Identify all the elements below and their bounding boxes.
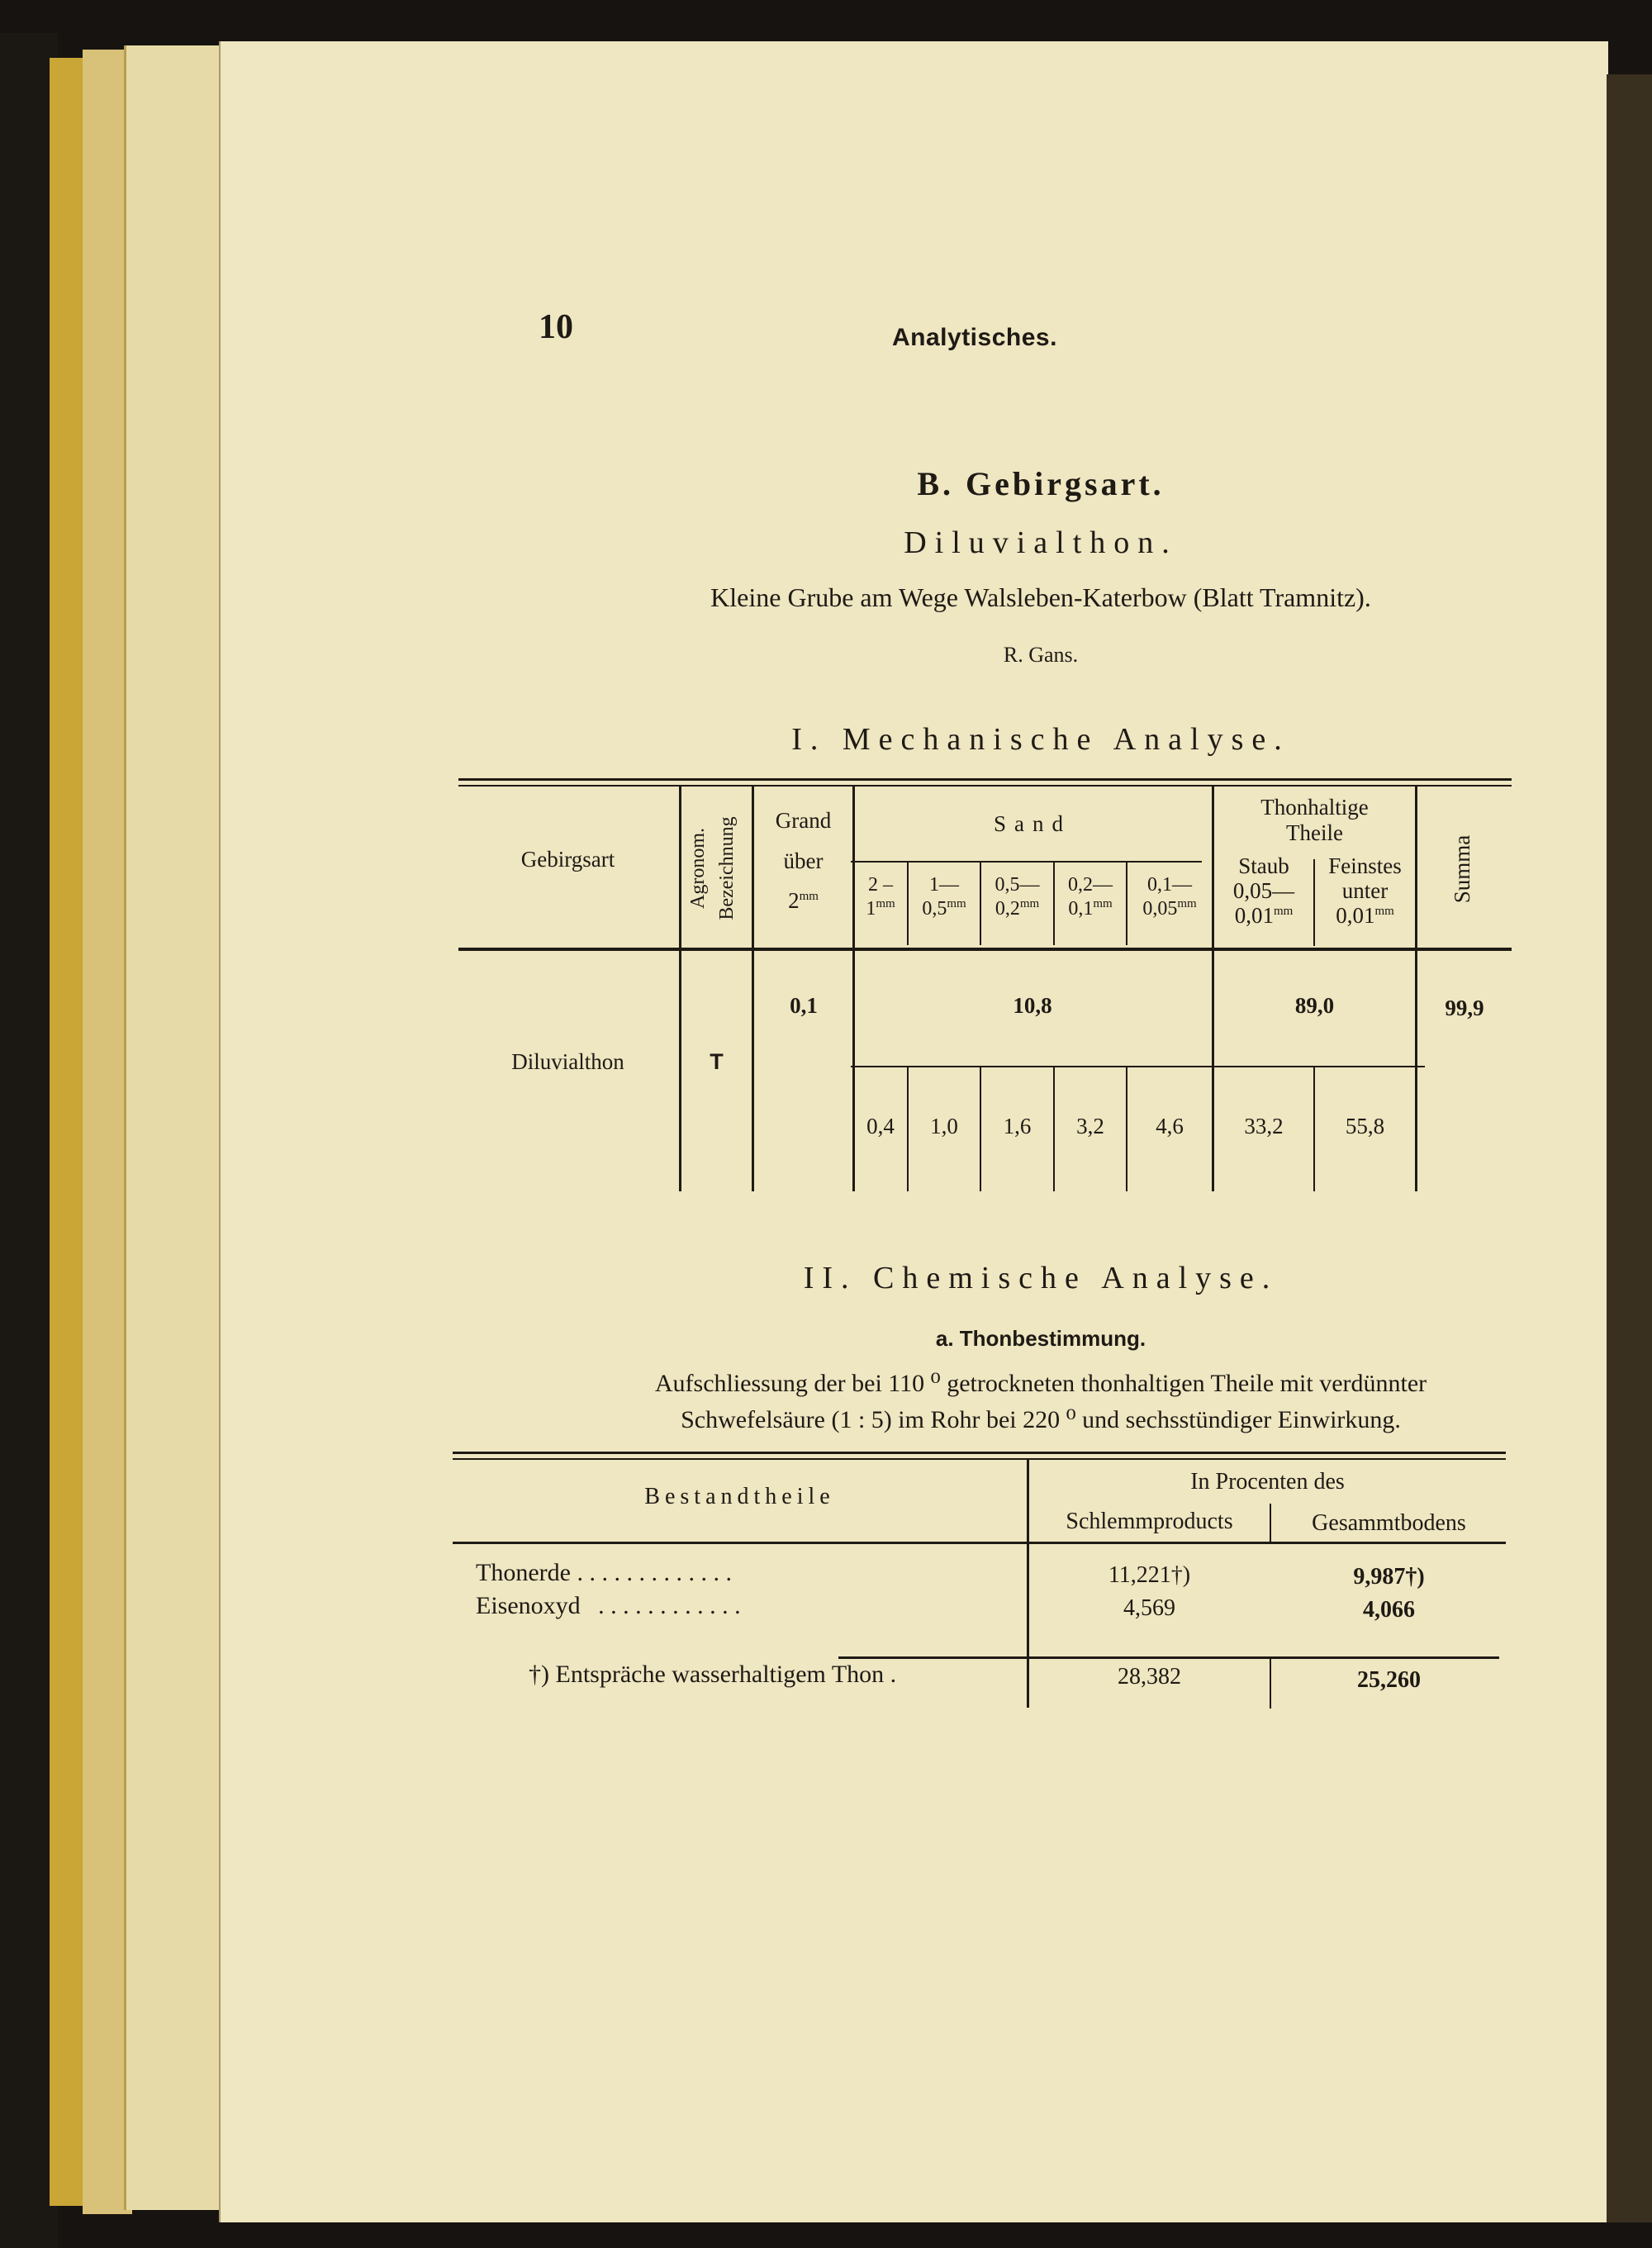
- row-label: Thonerde: [476, 1559, 571, 1586]
- row-name: Diluvialthon: [511, 1049, 624, 1074]
- header-bottom-rule: [458, 948, 1512, 951]
- row-sand-value: 4,6: [1156, 1114, 1184, 1138]
- rock-type-title: Diluvialthon.: [904, 525, 1178, 560]
- row-value-schlemm: 4,569: [1123, 1595, 1175, 1621]
- header-in-procenten: In Procenten des: [1190, 1469, 1345, 1495]
- row-summa: 99,9: [1445, 996, 1484, 1020]
- row-value-schlemm: 11,221†): [1108, 1562, 1191, 1588]
- header-sand-col-3: 0,5— $0,2^{mm}$: [995, 874, 1040, 920]
- chemical-description-line-2: Schwefelsäure (1 : 5) im Rohr bei 220 ⁰ und sechsstündiger Einwirkung.: [681, 1406, 1401, 1433]
- row-staub: 33,2: [1244, 1114, 1284, 1138]
- header-summa: Summa: [1450, 834, 1474, 904]
- header-sand-col-2: 1— $0,5^{mm}$: [922, 874, 966, 920]
- sand-subheader-rule: [851, 861, 1202, 863]
- header-thonhaltige: Thonhaltige Theile: [1260, 795, 1369, 846]
- footnote-value-schlemm: 28,382: [1118, 1664, 1181, 1690]
- row-sand-value: 0,4: [866, 1114, 895, 1138]
- header-agronom: Agronom.: [687, 828, 709, 909]
- table-top-rule: [458, 778, 1512, 781]
- col-divider: [752, 787, 754, 1191]
- col-divider: [1270, 1659, 1271, 1709]
- chemical-subtitle: a. Thonbestimmung.: [935, 1326, 1146, 1351]
- facing-page-shadow: [1607, 74, 1652, 2222]
- header-feinstes: Feinstes unter $0,01^{mm}$: [1328, 853, 1402, 929]
- row-split-rule: [851, 1066, 1425, 1067]
- table-row: [476, 1559, 732, 1587]
- header-sand-col-4: 0,2— $0,1^{mm}$: [1068, 874, 1113, 920]
- row-sand-value: 1,6: [1003, 1114, 1032, 1138]
- running-head: Analytisches.: [892, 324, 1057, 351]
- header-bottom-rule: [453, 1542, 1506, 1544]
- header-sand-col-1: 2 – $1^{mm}$: [866, 874, 895, 920]
- row-sand-value: 1,0: [930, 1114, 958, 1138]
- row-leader-dots: . . . . . . . . . . . .: [598, 1592, 741, 1619]
- section-title: B. Gebirgsart.: [917, 465, 1165, 502]
- header-grand: Grand: [775, 808, 832, 833]
- location-line: Kleine Grube am Wege Walsleben-Katerbow (Blatt Tramnitz).: [710, 582, 1371, 612]
- header-staub: Staub 0,05— $0,01^{mm}$: [1232, 853, 1295, 929]
- row-thon-total: 89,0: [1294, 993, 1335, 1018]
- footnote-row-label: †) Entspräche wasserhaltigem Thon .: [529, 1661, 897, 1688]
- col-divider: [679, 787, 681, 1191]
- col-divider: [1270, 1504, 1271, 1542]
- footnote-value-gesammt: 25,260: [1357, 1667, 1421, 1693]
- table-row: [476, 1592, 741, 1620]
- sum-rule: [838, 1656, 1499, 1659]
- header-bestandtheile: Bestandtheile: [644, 1484, 835, 1509]
- table-top-rule: [453, 1452, 1506, 1454]
- header-gebirgsart: Gebirgsart: [520, 847, 615, 872]
- row-agronom: T: [710, 1049, 724, 1074]
- table-top-rule-thin: [453, 1458, 1506, 1460]
- row-value-gesammt: 9,987†): [1353, 1564, 1425, 1590]
- mechanical-analysis-title: I. Mechanische Analyse.: [791, 722, 1290, 757]
- chemical-description-line-1: Aufschliessung der bei 110 ⁰ getrockneten thonhaltigen Theile mit verdünnter: [654, 1370, 1427, 1397]
- row-label: Eisenoxyd: [476, 1592, 581, 1619]
- header-sand-col-5: 0,1— $0,05^{mm}$: [1142, 874, 1197, 920]
- header-grand-size: $2^{mm}$: [788, 888, 819, 913]
- row-sand-total: 10,8: [1013, 993, 1052, 1018]
- header-sand: Sand: [994, 811, 1071, 836]
- page-edge-stack-inner: [124, 45, 234, 2210]
- table-top-rule-thin: [458, 785, 1512, 787]
- header-gesammtbodens: Gesammtbodens: [1312, 1510, 1466, 1536]
- page-number: 10: [539, 308, 573, 346]
- row-feinstes: 55,8: [1345, 1114, 1385, 1138]
- header-bezeichnung: Bezeichnung: [716, 816, 738, 920]
- row-value-gesammt: 4,066: [1363, 1597, 1415, 1623]
- row-leader-dots: . . . . . . . . . . . . .: [577, 1559, 732, 1586]
- col-divider: [1415, 787, 1417, 1191]
- header-grand-ueber: über: [783, 848, 824, 873]
- row-grand: 0,1: [790, 993, 818, 1018]
- author-line: R. Gans.: [1003, 643, 1079, 667]
- gilt-page-edge: [50, 58, 83, 2206]
- chemical-analysis-title: II. Chemische Analyse.: [803, 1261, 1279, 1295]
- header-schlemmproducts: Schlemmproducts: [1066, 1509, 1233, 1534]
- row-sand-value: 3,2: [1076, 1114, 1104, 1138]
